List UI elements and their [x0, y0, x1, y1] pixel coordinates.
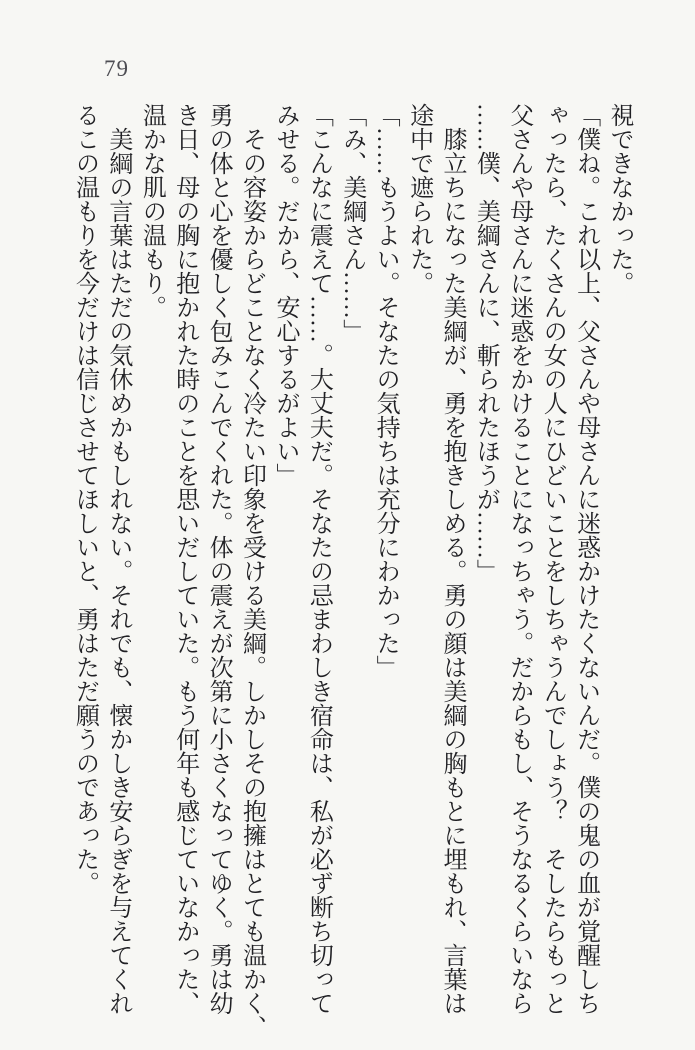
text-column-1: 視できなかった。 [606, 103, 632, 295]
text-column-11: みせる。だから、安心するがよい」 [271, 103, 298, 487]
text-column-15: 温かな肌の温もり。 [138, 103, 165, 319]
text-column-10: 「こんなに震えて……。大丈夫だ。そなたの忌まわしき宿命は、私が必ず断ち切って [305, 103, 332, 1015]
text-column-3: ゃったら、たくさんの女の人にひどいことをしちゃうんでしょう？ そしたらもっと [539, 103, 566, 1015]
text-column-12: その容姿からどことなく冷たい印象を受ける美綱。しかしその抱擁はとても温かく、 [238, 103, 265, 1039]
text-column-5: ……僕、美綱さんに、斬られたほうが……」 [472, 103, 499, 583]
text-column-8: 「……もうよい。そなたの気持ちは充分にわかった」 [372, 103, 399, 679]
text-column-16: 美綱の言葉はただの気休めかもしれない。それでも、懐かしき安らぎを与えてくれ [104, 103, 131, 1015]
text-column-4: 父さんや母さんに迷惑をかけることになっちゃう。だからもし、そうなるくらいなら [505, 103, 532, 1015]
vertical-text-block [67, 103, 635, 1047]
text-column-6: 膝立ちになった美綱が、勇を抱きしめる。勇の顔は美綱の胸もとに埋もれ、言葉は [438, 103, 465, 1015]
text-column-2: 「僕ね。これ以上、父さんや母さんに迷惑かけたくないんだ。僕の鬼の血が覚醒しち [572, 103, 599, 1015]
text-column-13: 勇の体と心を優しく包みこんでくれた。体の震えが次第に小さくなってゆく。勇は幼 [205, 103, 232, 1015]
text-column-17: るこの温もりを今だけは信じさせてほしいと、勇はただ願うのであった。 [71, 103, 98, 895]
text-column-7: 途中で遮られた。 [405, 103, 432, 295]
text-column-9: 「み、美綱さん……」 [338, 103, 365, 343]
text-column-14: き日、母の胸に抱かれた時のことを思いだしていた。もう何年も感じていなかった、 [171, 103, 198, 1015]
page-number: 79 [104, 56, 129, 81]
